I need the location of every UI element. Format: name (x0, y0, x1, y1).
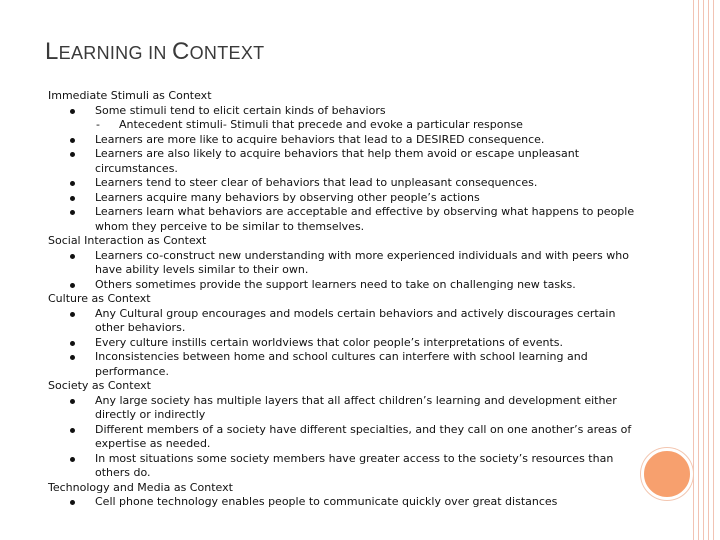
decorative-rail-line (693, 0, 694, 540)
bullet-item (48, 423, 648, 452)
bullet-dot-icon (70, 254, 75, 259)
bullet-list (48, 249, 648, 293)
bullet-item (48, 495, 648, 510)
bullet-dot-icon (70, 283, 75, 288)
bullet-text: Any Cultural group encourages and models certain behaviors and actively discourages certain other behaviors. (95, 306, 616, 334)
bullet-text: Learners acquire many behaviors by observing other people’s actions (95, 190, 480, 204)
bullet-item (48, 104, 648, 119)
sub-bullet-item (48, 118, 648, 133)
bullet-item (48, 394, 648, 423)
bullet-item (48, 205, 648, 234)
bullet-item (48, 452, 648, 481)
bullet-item (48, 249, 648, 278)
bullet-text: Inconsistencies between home and school cultures can interfere with school learning and performance. (95, 350, 588, 378)
bullet-item (48, 336, 648, 351)
bullet-dot-icon (70, 196, 75, 201)
bullet-dot-icon (70, 428, 75, 433)
slide-content (48, 89, 648, 510)
slide-title (45, 38, 264, 66)
bullet-dot-icon (70, 181, 75, 186)
bullet-text: Some stimuli tend to elicit certain kinds of behaviors (95, 103, 386, 117)
bullet-list (48, 495, 648, 510)
sub-bullet-list (48, 118, 648, 133)
bullet-item (48, 307, 648, 336)
bullet-dot-icon (70, 341, 75, 346)
section-heading: Culture as Context (48, 292, 151, 305)
bullet-text: Learners tend to steer clear of behaviors that lead to unpleasant consequences. (95, 176, 538, 189)
title-initial-l: L (45, 38, 59, 65)
sub-bullet-text: Antecedent stimuli- Stimuli that precede and evoke a particular response (119, 118, 523, 131)
bullet-list (48, 307, 648, 380)
dash-icon: - (96, 118, 100, 131)
decorative-rail-line (698, 0, 699, 540)
bullet-dot-icon (70, 210, 75, 215)
bullet-dot-icon (70, 312, 75, 317)
bullet-text: Learners are more like to acquire behaviors that lead to a DESIRED consequence. (95, 132, 545, 146)
bullet-dot-icon (70, 457, 75, 462)
bullet-dot-icon (70, 109, 75, 114)
bullet-list (48, 394, 648, 481)
title-initial-c: C (171, 38, 190, 65)
bullet-text: Others sometimes provide the support learners need to take on challenging new tasks. (95, 277, 576, 291)
bullet-text: Different members of a society have different specialties, and they call on one another’s areas of expertise as needed. (95, 422, 632, 450)
bullet-dot-icon (70, 152, 75, 157)
section-heading: Immediate Stimuli as Context (48, 89, 212, 102)
decorative-circle (641, 448, 693, 500)
bullet-item (48, 147, 648, 176)
bullet-text: Learners learn what behaviors are acceptable and effective by observing what happens to people whom they perceive to be similar to themselves. (95, 205, 635, 233)
decorative-rail-line (703, 0, 704, 540)
bullet-dot-icon (70, 355, 75, 360)
bullet-dot-icon (70, 500, 75, 505)
section-heading: Society as Context (48, 379, 151, 392)
decorative-rail-line (708, 0, 709, 540)
bullet-item (48, 176, 648, 191)
title-part-earning-in: EARNING IN (58, 43, 172, 63)
bullet-item (48, 350, 648, 379)
bullet-text: In most situations some society members have greater access to the society’s resources than others do. (95, 451, 614, 479)
bullet-text: Any large society has multiple layers that all affect children’s learning and development either directly or indirectly (95, 393, 617, 421)
title-part-ontext: ONTEXT (189, 43, 265, 63)
bullet-dot-icon (70, 138, 75, 143)
bullet-text: Cell phone technology enables people to communicate quickly over great distances (95, 495, 558, 508)
section-heading: Social Interaction as Context (48, 234, 207, 247)
bullet-item (48, 191, 648, 206)
bullet-text: Every culture instills certain worldviews that color people’s interpretations of events. (95, 335, 563, 349)
section-heading: Technology and Media as Context (48, 480, 233, 494)
bullet-list (48, 104, 648, 119)
bullet-item (48, 278, 648, 293)
bullet-text: Learners are also likely to acquire behaviors that help them avoid or escape unpleasant circumstances. (95, 147, 580, 175)
bullet-item (48, 133, 648, 148)
bullet-dot-icon (70, 399, 75, 404)
bullet-text: Learners co-construct new understanding with more experienced individuals and with peers who have ability levels similar to their own. (95, 248, 629, 276)
decorative-rail-line (713, 0, 714, 540)
bullet-list (48, 133, 648, 235)
